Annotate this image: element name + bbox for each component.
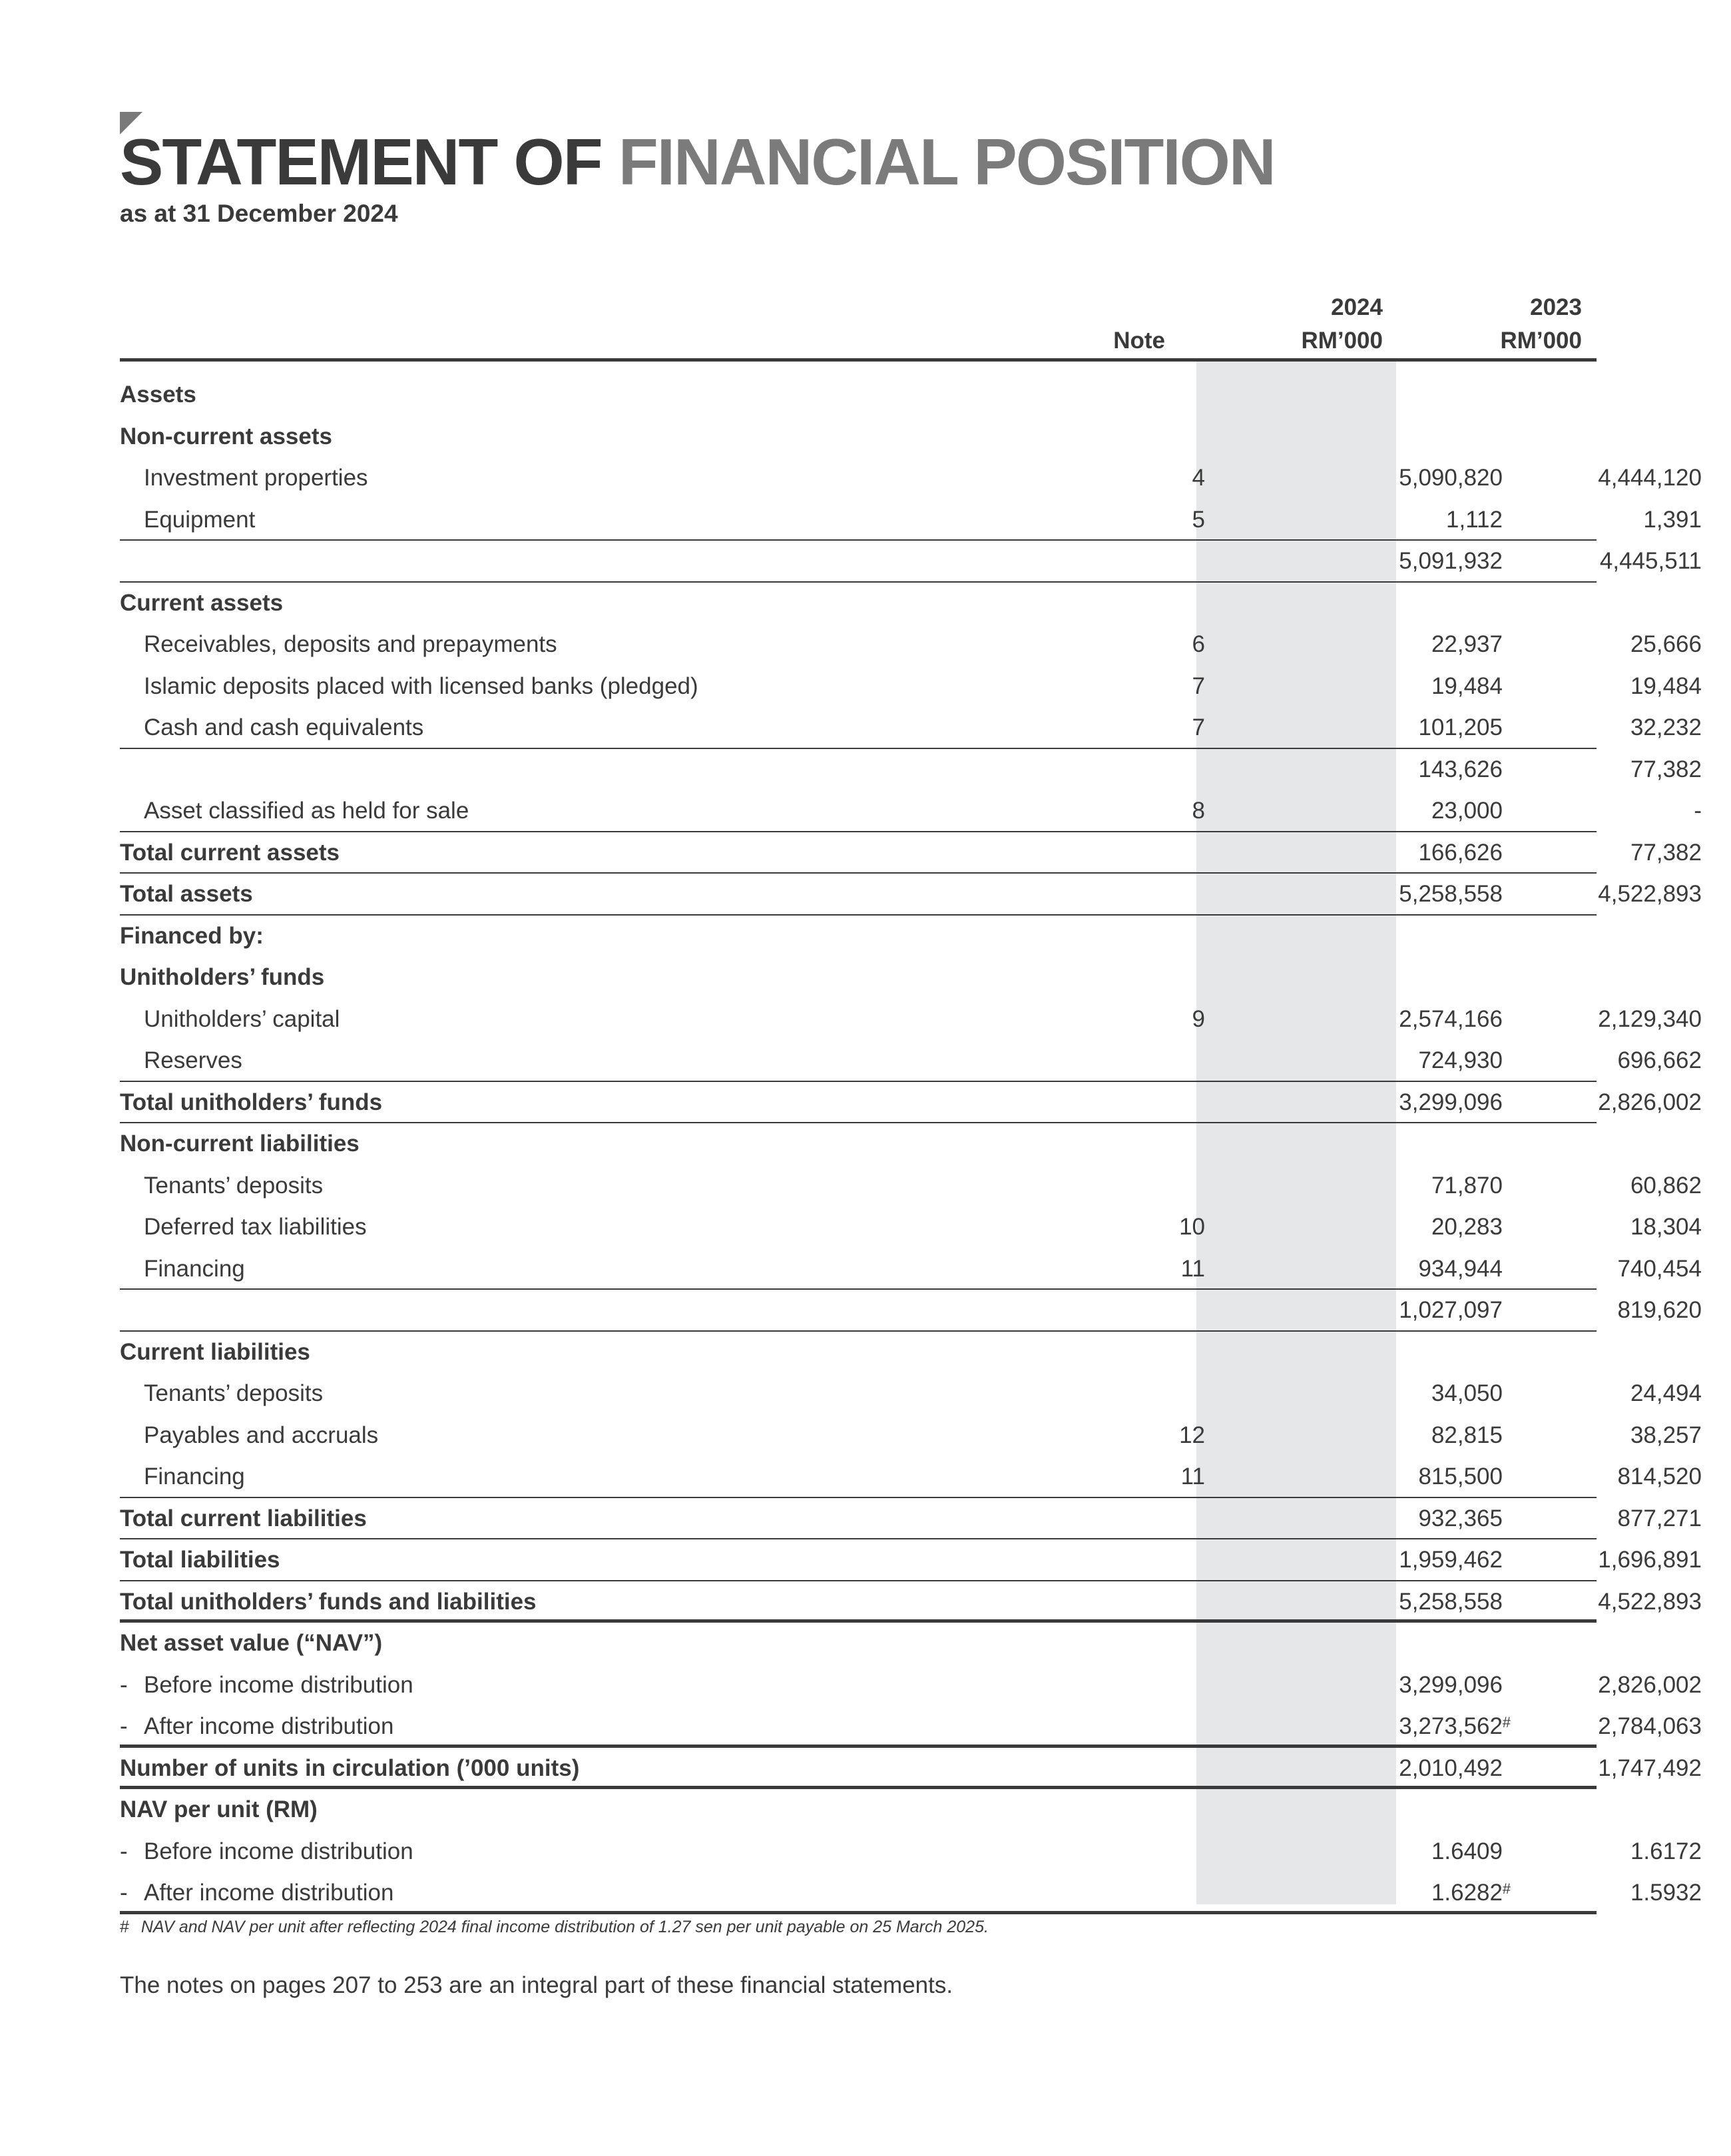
row-label: Total current liabilities bbox=[120, 1505, 367, 1531]
row-value-2023: 1,747,492 bbox=[1598, 1754, 1702, 1781]
row-value-2023: 2,784,063 bbox=[1598, 1713, 1702, 1739]
row-label: NAV per unit (RM) bbox=[120, 1796, 318, 1822]
row-value-2024-superscript: # bbox=[1502, 1714, 1511, 1731]
row-value-2024-text: 23,000 bbox=[1431, 798, 1503, 824]
page-title-dark: STATEMENT OF bbox=[120, 125, 602, 198]
table-row bbox=[120, 749, 1702, 791]
row-label: Investment properties bbox=[144, 465, 368, 491]
header-rule bbox=[120, 358, 1597, 362]
table-row bbox=[120, 832, 1702, 874]
row-value-2024-superscript: # bbox=[1502, 1880, 1511, 1897]
row-value-2023: 696,662 bbox=[1617, 1047, 1702, 1073]
row-label: Before income distribution bbox=[144, 1838, 413, 1864]
row-value-2024-text: 19,484 bbox=[1431, 673, 1503, 699]
row-label: Current liabilities bbox=[120, 1338, 310, 1365]
row-value-2024-text: 724,930 bbox=[1418, 1047, 1503, 1073]
page-title-grey: FINANCIAL POSITION bbox=[618, 125, 1275, 198]
row-label: Before income distribution bbox=[144, 1671, 413, 1698]
row-note: 8 bbox=[1192, 798, 1205, 824]
row-value-2023: - bbox=[1694, 798, 1702, 824]
row-note: 7 bbox=[1192, 673, 1205, 699]
row-value-2023: 77,382 bbox=[1630, 839, 1702, 866]
row-label: Tenants’ deposits bbox=[144, 1380, 324, 1406]
table-row bbox=[120, 1290, 1702, 1332]
header-unit-2023: RM’000 bbox=[1500, 328, 1582, 354]
table-row bbox=[120, 1456, 1702, 1498]
table-row bbox=[120, 1415, 1702, 1457]
table-row bbox=[120, 874, 1702, 916]
row-label: Receivables, deposits and prepayments bbox=[144, 631, 557, 657]
table-row bbox=[120, 1040, 1702, 1082]
table-row bbox=[120, 916, 1597, 957]
table-row bbox=[120, 1082, 1702, 1124]
row-value-2024-text: 932,365 bbox=[1418, 1505, 1503, 1531]
row-value-2024-text: 22,937 bbox=[1431, 631, 1503, 657]
row-label: Financed by: bbox=[120, 922, 264, 949]
row-label: Current assets bbox=[120, 589, 284, 616]
row-label: Unitholders’ funds bbox=[120, 964, 325, 990]
row-value-2024-text: 166,626 bbox=[1418, 839, 1503, 866]
row-value-2024-text: 5,258,558 bbox=[1399, 1588, 1503, 1615]
table-row bbox=[120, 790, 1702, 832]
table-row bbox=[120, 957, 1597, 999]
row-value-2023: 25,666 bbox=[1630, 631, 1702, 657]
header-note: Note bbox=[1113, 328, 1165, 354]
row-label: Payables and accruals bbox=[144, 1422, 379, 1448]
row-label: Total assets bbox=[120, 881, 253, 907]
row-value-2024-text: 34,050 bbox=[1431, 1380, 1503, 1406]
row-label: Total current assets bbox=[120, 839, 340, 866]
row-value-2023: 4,444,120 bbox=[1598, 465, 1702, 491]
row-value-2023: 4,445,511 bbox=[1599, 548, 1702, 574]
row-note: 4 bbox=[1192, 465, 1205, 491]
row-value-2024-text: 815,500 bbox=[1418, 1464, 1503, 1489]
row-value-2024-text: 5,258,558 bbox=[1399, 881, 1503, 907]
footnote-text: NAV and NAV per unit after reflecting 2024 final income distribution of 1.27 sen per unit payable on 25 March 2025. bbox=[140, 1918, 989, 1936]
table-row bbox=[120, 1706, 1702, 1748]
row-label: Reserves bbox=[144, 1047, 242, 1073]
row-label: Islamic deposits placed with licensed banks (pledged) bbox=[144, 673, 698, 699]
table-row bbox=[120, 1665, 1702, 1707]
row-value-2024-text: 5,090,820 bbox=[1399, 465, 1503, 491]
row-value-2024-text: 1,959,462 bbox=[1399, 1547, 1503, 1573]
row-dash: - bbox=[120, 1713, 128, 1739]
row-value-2024-text: 2,574,166 bbox=[1399, 1005, 1503, 1032]
table-row bbox=[120, 1332, 1597, 1374]
row-label: Cash and cash equivalents bbox=[144, 714, 424, 740]
row-note: 5 bbox=[1192, 506, 1205, 533]
row-value-2023: 814,520 bbox=[1617, 1464, 1702, 1489]
row-value-2024-text: 3,273,562 bbox=[1399, 1713, 1503, 1739]
row-label: Financing bbox=[144, 1255, 245, 1282]
page-title bbox=[120, 125, 1275, 198]
row-value-2023: 4,522,893 bbox=[1598, 881, 1702, 907]
table-row bbox=[120, 1207, 1702, 1248]
row-value-2023: 24,494 bbox=[1630, 1380, 1702, 1406]
row-dash: - bbox=[120, 1671, 128, 1698]
table-row bbox=[120, 999, 1702, 1041]
row-value-2024-text: 3,299,096 bbox=[1399, 1089, 1503, 1115]
row-value-2023: 2,826,002 bbox=[1598, 1671, 1702, 1698]
row-label: Number of units in circulation (’000 units) bbox=[120, 1754, 580, 1781]
row-note: 10 bbox=[1179, 1214, 1205, 1240]
row-label: Asset classified as held for sale bbox=[144, 798, 469, 824]
table-row bbox=[120, 541, 1702, 583]
row-label: Non-current assets bbox=[120, 423, 332, 449]
row-value-2023: 819,620 bbox=[1617, 1297, 1702, 1323]
row-value-2024-text: 101,205 bbox=[1418, 714, 1503, 740]
row-value-2023: 77,382 bbox=[1630, 756, 1702, 782]
table-row bbox=[120, 666, 1702, 708]
row-label: Total unitholders’ funds and liabilities bbox=[120, 1588, 537, 1615]
table-row bbox=[120, 416, 1597, 458]
row-dash: - bbox=[120, 1880, 128, 1906]
row-value-2024-text: 71,870 bbox=[1431, 1172, 1503, 1199]
row-label: Non-current liabilities bbox=[120, 1131, 360, 1157]
table-row bbox=[120, 1748, 1702, 1790]
table-row bbox=[120, 1623, 1597, 1665]
row-value-2023: 877,271 bbox=[1617, 1505, 1702, 1531]
row-note: 9 bbox=[1192, 1005, 1205, 1032]
row-value-2024-text: 1,027,097 bbox=[1399, 1297, 1503, 1323]
table-row bbox=[120, 1872, 1702, 1914]
table-row bbox=[120, 1248, 1702, 1290]
row-dash: - bbox=[120, 1838, 128, 1864]
row-note: 6 bbox=[1192, 631, 1205, 657]
table-row bbox=[120, 1165, 1702, 1207]
row-value-2023: 4,522,893 bbox=[1598, 1588, 1702, 1615]
table-row bbox=[120, 707, 1702, 749]
row-value-2023: 1.6172 bbox=[1630, 1838, 1702, 1864]
table-row bbox=[120, 583, 1597, 625]
footnote bbox=[120, 1918, 989, 1937]
row-value-2023: 740,454 bbox=[1617, 1255, 1702, 1282]
row-label: Unitholders’ capital bbox=[144, 1005, 340, 1032]
row-value-2023: 2,129,340 bbox=[1598, 1005, 1702, 1032]
row-note: 7 bbox=[1192, 714, 1205, 740]
header-year-2024: 2024 bbox=[1331, 294, 1383, 320]
table-row bbox=[120, 1123, 1597, 1165]
row-label: Equipment bbox=[144, 506, 256, 533]
row-label: Financing bbox=[144, 1464, 245, 1489]
row-value-2024-text: 143,626 bbox=[1418, 756, 1503, 782]
row-value-2024-text: 5,091,932 bbox=[1399, 548, 1503, 574]
row-note: 12 bbox=[1179, 1422, 1205, 1448]
row-value-2024-text: 3,299,096 bbox=[1399, 1671, 1503, 1698]
row-value-2023: 1,391 bbox=[1643, 506, 1702, 533]
row-value-2023: 2,826,002 bbox=[1598, 1089, 1702, 1115]
row-value-2024-text: 934,944 bbox=[1418, 1255, 1503, 1282]
table-row bbox=[120, 1789, 1597, 1831]
table-row bbox=[120, 1581, 1702, 1623]
row-value-2024-text: 1,112 bbox=[1446, 506, 1503, 533]
header-year-2023: 2023 bbox=[1530, 294, 1582, 320]
row-value-2023: 1.5932 bbox=[1630, 1880, 1702, 1906]
row-label: Total unitholders’ funds bbox=[120, 1089, 383, 1115]
row-value-2024-text: 82,815 bbox=[1431, 1422, 1503, 1448]
row-value-2024-text: 20,283 bbox=[1431, 1214, 1503, 1240]
row-label: After income distribution bbox=[144, 1880, 394, 1906]
footnote-marker: # bbox=[120, 1918, 129, 1936]
page-subtitle: as at 31 December 2024 bbox=[120, 200, 398, 227]
row-rule-thick bbox=[120, 1911, 1597, 1914]
row-label: After income distribution bbox=[144, 1713, 394, 1739]
table-row bbox=[120, 374, 1597, 416]
row-label: Tenants’ deposits bbox=[144, 1172, 324, 1199]
table-row bbox=[120, 1373, 1702, 1415]
header-unit-2024: RM’000 bbox=[1301, 328, 1383, 354]
financial-table bbox=[120, 374, 1702, 1914]
table-row bbox=[120, 499, 1702, 541]
row-value-2024-text: 1.6409 bbox=[1431, 1838, 1503, 1864]
table-row bbox=[120, 457, 1702, 499]
row-label: Deferred tax liabilities bbox=[144, 1214, 367, 1240]
row-value-2023: 38,257 bbox=[1630, 1422, 1702, 1448]
row-value-2024-text: 2,010,492 bbox=[1399, 1754, 1503, 1781]
row-label: Total liabilities bbox=[120, 1547, 280, 1573]
row-value-2023: 32,232 bbox=[1630, 714, 1702, 740]
row-label: Assets bbox=[120, 382, 196, 407]
table-row bbox=[120, 1539, 1702, 1581]
row-label: Net asset value (“NAV”) bbox=[120, 1630, 383, 1656]
table-row bbox=[120, 1831, 1702, 1873]
row-value-2024-text: 1.6282 bbox=[1431, 1880, 1503, 1906]
row-value-2023: 19,484 bbox=[1630, 673, 1702, 699]
row-value-2023: 1,696,891 bbox=[1598, 1547, 1702, 1573]
row-value-2023: 18,304 bbox=[1630, 1214, 1702, 1240]
row-value-2023: 60,862 bbox=[1630, 1172, 1702, 1199]
closing-note: The notes on pages 207 to 253 are an integral part of these financial statements. bbox=[120, 1972, 953, 1998]
row-note: 11 bbox=[1180, 1464, 1205, 1489]
table-row bbox=[120, 624, 1702, 666]
row-note: 11 bbox=[1180, 1255, 1205, 1282]
table-row bbox=[120, 1498, 1702, 1540]
